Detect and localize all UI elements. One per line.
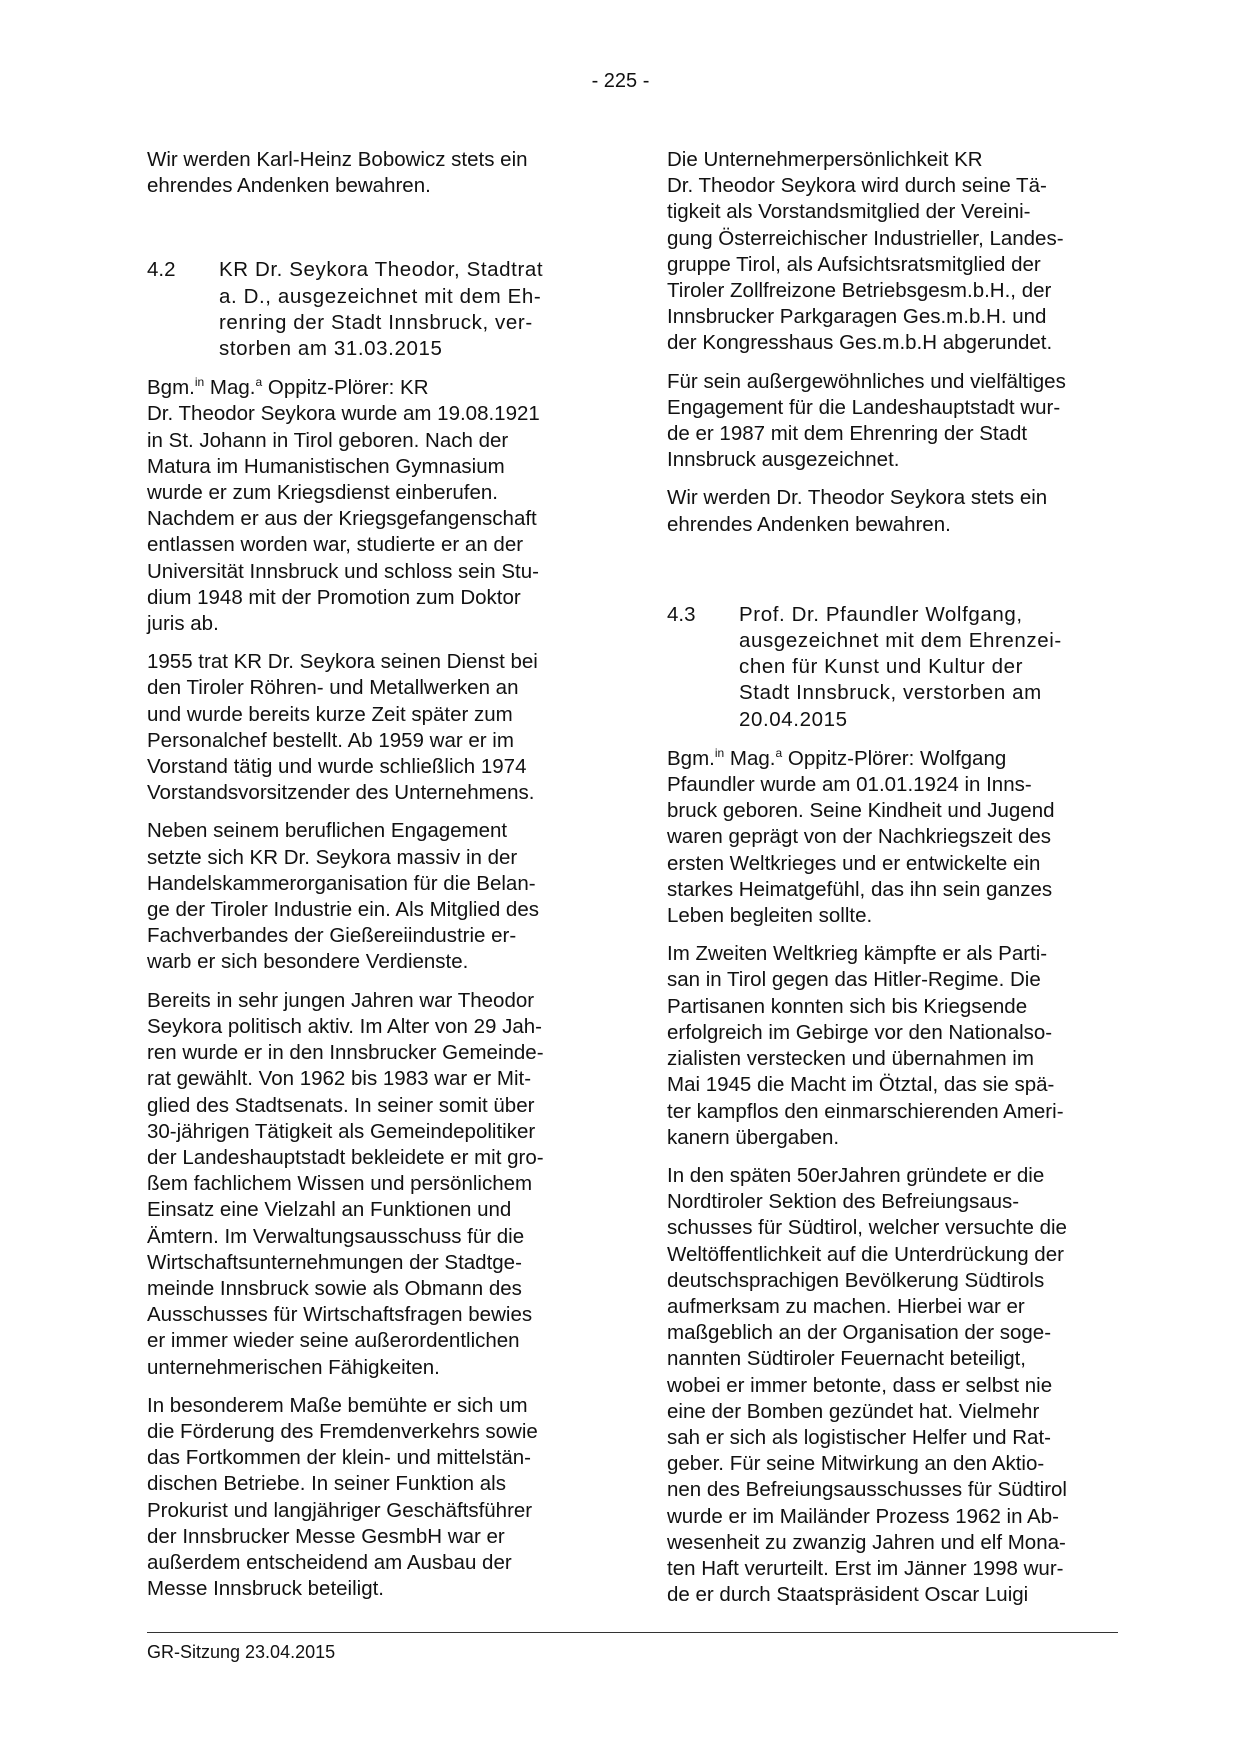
section-number: 4.3: [667, 602, 696, 626]
body-paragraph: Die Unternehmerpersönlichkeit KR Dr. Theodor Seykora wird durch seine Tä- tigkeit als Vorstandsmitglied der Vereini- gung Österreichischer Industrieller, Landes- gruppe Tirol, als Aufsichtsratsmitglied der Tiroler Zollfreizone Betriebsgesm.b.H., der Innsbrucker Parkgaragen Ges.m.b.H. und der Kongresshaus Ges.m.b.H abgerundet.: [667, 148, 1064, 355]
speaker-line: Bgm.$^{in}$ Mag.$^a$ Oppitz-Plörer: KR: [147, 375, 429, 400]
section-heading-4-3: [667, 602, 1107, 733]
speaker-line: Bgm.$^{in}$ Mag.$^a$ Oppitz-Plörer: Wolfgang: [667, 745, 1007, 770]
body-paragraph: Neben seinem beruflichen Engagement setzte sich KR Dr. Seykora massiv in der Handelskammerorganisation für die Belan- ge der Tiroler Industrie ein. Als Mitglied des Fachverbandes der Gießereiindustrie er- warb er sich besondere Verdienste.: [147, 819, 539, 974]
body-paragraph: Im Zweiten Weltkrieg kämpfte er als Parti- san in Tirol gegen das Hitler-Regime. Die Partisanen konnten sich bis Kriegsende erfolgreich im Gebirge vor den Nationalso- zialisten verstecken und übernahmen im Mai 1945 die Macht im Ötztal, das sie spä- ter kampflos den einmarschierenden Ameri- kanern übergaben.: [667, 942, 1064, 1149]
body-paragraph: In den späten 50erJahren gründete er die Nordtiroler Sektion des Befreiungsaus- schusses für Südtirol, welcher versuchte die Weltöffentlichkeit auf die Unterdrückung der deutschsprachigen Bevölkerung Südtirols aufmerksam zu machen. Hierbei war er maßgeblich an der Organisation der soge- nannten Südtiroler Feuernacht beteiligt, wobei er immer betonte, dass er selbst nie eine der Bomben gezündet hat. Vielmehr sah er sich als logistischer Helfer und Rat- geber. Für seine Mitwirkung an den Aktio- nen des Befreiungsausschusses für Südtirol wurde er im Mailänder Prozess 1962 in Ab- wesenheit zu zwanzig Jahren und elf Mona- ten Haft verurteilt. Erst im Jänner 1998 wur- de er durch Staatspräsident Oscar Luigi: [667, 1163, 1067, 1607]
footer-text: GR-Sitzung 23.04.2015: [147, 1642, 336, 1662]
footer-rule: [147, 1632, 1118, 1633]
section-title: KR Dr. Seykora Theodor, Stadtrat a. D., ausgezeichnet mit dem Eh- renring der Stadt Innsbruck, ver- storben am 31.03.2015: [219, 258, 544, 361]
section-number: 4.2: [147, 258, 176, 282]
body-paragraph: Dr. Theodor Seykora wurde am 19.08.1921 in St. Johann in Tirol geboren. Nach der Matura im Humanistischen Gymnasium wurde er zum Kriegsdienst einberufen. Nachdem er aus der Kriegsgefangenschaft entlassen worden war, studierte er an der Universität Innsbruck und schloss sein Stu- dium 1948 mit der Promotion zum Doktor juris ab.: [147, 402, 540, 636]
body-paragraph: Wir werden Dr. Theodor Seykora stets ein ehrendes Andenken bewahren.: [667, 486, 1048, 536]
section-title: Prof. Dr. Pfaundler Wolfgang, ausgezeichnet mit dem Ehrenzei- chen für Kunst und Kultur der Stadt Innsbruck, verstorben am 20.04.2015: [739, 602, 1062, 731]
body-paragraph: Pfaundler wurde am 01.01.1924 in Inns- bruck geboren. Seine Kindheit und Jugend waren geprägt von der Nachkriegszeit des ersten Weltkrieges und er entwickelte ein starkes Heimatgefühl, das ihn sein ganzes Leben begleiten sollte.: [667, 773, 1055, 928]
page-number: - 225 -: [591, 70, 650, 92]
left-column: [147, 147, 587, 1602]
right-column: [667, 147, 1107, 1608]
body-paragraph: In besonderem Maße bemühte er sich um die Förderung des Fremdenverkehrs sowie das Fortkommen der klein- und mittelstän- dischen Betriebe. In seiner Funktion als Prokurist und langjähriger Geschäftsführer der Innsbrucker Messe GesmbH war er außerdem entscheidend am Ausbau der Messe Innsbruck beteiligt.: [147, 1393, 538, 1601]
body-paragraph: 1955 trat KR Dr. Seykora seinen Dienst bei den Tiroler Röhren- und Metallwerken an und wurde bereits kurze Zeit später zum Personalchef bestellt. Ab 1959 war er im Vorstand tätig und wurde schließlich 1974 Vorstandsvorsitzender des Unternehmens.: [147, 650, 538, 805]
intro-paragraph: Wir werden Karl-Heinz Bobowicz stets ein ehrendes Andenken bewahren.: [147, 148, 528, 198]
body-paragraph: Für sein außergewöhnliches und vielfältiges Engagement für die Landeshauptstadt wur- de er 1987 mit dem Ehrenring der Stadt Innsbruck ausgezeichnet.: [667, 369, 1066, 472]
section-heading-4-2: [147, 257, 587, 362]
body-paragraph: Bereits in sehr jungen Jahren war Theodor Seykora politisch aktiv. Im Alter von 29 Jah- ren wurde er in den Innsbrucker Gemeinde- rat gewählt. Von 1962 bis 1983 war er Mit- glied des Stadtsenats. In seiner somit über 30-jährigen Tätigkeit als Gemeindepolitiker der Landeshauptstadt bekleidete er mit gro- ßem fachlichem Wissen und persönlichem Einsatz eine Vielzahl an Funktionen und Ämtern. Im Verwaltungsausschuss für die Wirtschaftsunternehmungen der Stadtge- meinde Innsbruck sowie als Obmann des Ausschusses für Wirtschaftsfragen bewies er immer wieder seine außerordentlichen unternehmerischen Fähigkeiten.: [147, 988, 544, 1379]
